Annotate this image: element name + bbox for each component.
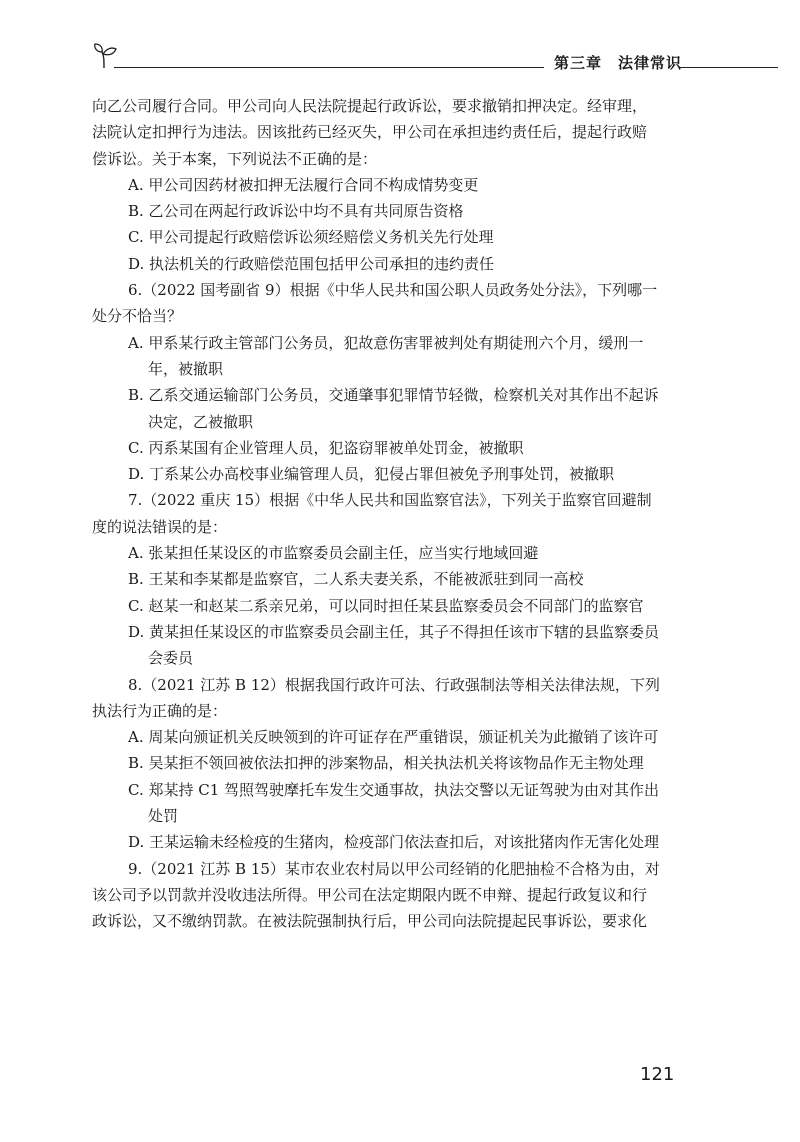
option-line: D. 丁系某公办高校事业编管理人员，犯侵占罪但被免予刑事处罚，被撤职 [128, 465, 615, 484]
text-line: 执法行为正确的是： [92, 701, 228, 720]
text-line: 处分不恰当？ [92, 307, 183, 326]
page-header [92, 42, 712, 82]
option-line: D. 执法机关的行政赔偿范围包括甲公司承担的违约责任 [128, 254, 495, 273]
question-line: 8.（2021 江苏 B 12）根据我国行政许可法、行政强制法等相关法律法规，下列 [128, 675, 660, 694]
option-line: D. 黄某担任某设区的市监察委员会副主任，其子不得担任该市下辖的县监察委员 [128, 622, 660, 641]
page-number: 121 [640, 1064, 675, 1085]
text-line: 度的说法错误的是： [92, 517, 228, 536]
option-line: A. 甲系某行政主管部门公务员，犯故意伤害罪被判处有期徒刑六个月，缓刑一 [128, 333, 644, 352]
option-line: B. 乙公司在两起行政诉讼中均不具有共同原告资格 [128, 202, 464, 221]
option-line: C. 郑某持 C1 驾照驾驶摩托车发生交通事故，执法交警以无证驾驶为由对其作出 [128, 780, 660, 799]
page-body [92, 93, 704, 935]
option-continuation: 决定，乙被撤职 [148, 412, 254, 431]
option-line: A. 张某担任某设区的市监察委员会副主任，应当实行地域回避 [128, 544, 539, 563]
option-line: D. 王某运输未经检疫的生猪肉，检疫部门依法查扣后，对该批猪肉作无害化处理 [128, 833, 660, 852]
header-rule-right [680, 67, 778, 68]
text-line: 偿诉讼。关于本案，下列说法不正确的是： [92, 149, 378, 168]
option-continuation: 处罚 [148, 807, 179, 826]
question-line: 6.（2022 国考副省 9）根据《中华人民共和国公职人员政务处分法》，下列哪一 [128, 281, 658, 300]
option-line: B. 乙系交通运输部门公务员，交通肇事犯罪情节轻微，检察机关对其作出不起诉 [128, 386, 659, 405]
text-line: 政诉讼，又不缴纳罚款。在被法院强制执行后，甲公司向法院提起民事诉讼，要求化 [92, 912, 648, 931]
option-line: B. 王某和李某都是监察官，二人系夫妻关系，不能被派驻到同一高校 [128, 570, 584, 589]
chapter-title: 第三章 法律常识 [554, 54, 683, 72]
question-line: 7.（2022 重庆 15）根据《中华人民共和国监察官法》，下列关于监察官回避制 [128, 491, 652, 510]
question-line: 9.（2021 江苏 B 15）某市农业农村局以甲公司经销的化肥抽检不合格为由，对 [128, 859, 660, 878]
text-line: 该公司予以罚款并没收违法所得。甲公司在法定期限内既不申辩、提起行政复议和行 [92, 885, 648, 904]
option-continuation: 会委员 [148, 649, 194, 668]
option-line: C. 赵某一和赵某二系亲兄弟，可以同时担任某县监察委员会不同部门的监察官 [128, 596, 644, 615]
option-continuation: 年，被撤职 [148, 359, 224, 378]
text-line: 向乙公司履行合同。甲公司向人民法院提起行政诉讼，要求撤销扣押决定。经审理， [92, 97, 648, 115]
option-line: A. 甲公司因药材被扣押无法履行合同不构成情势变更 [128, 175, 479, 194]
option-line: B. 吴某拒不领回被依法扣押的涉案物品，相关执法机关将该物品作无主物处理 [128, 754, 644, 773]
option-line: A. 周某向颁证机关反映领到的许可证存在严重错误，颁证机关为此撤销了该许可 [128, 728, 659, 747]
option-line: C. 甲公司提起行政赔偿诉讼须经赔偿义务机关先行处理 [128, 228, 494, 247]
option-line: C. 丙系某国有企业管理人员，犯盗窃罪被单处罚金，被撤职 [128, 438, 524, 457]
header-rule-left [114, 67, 544, 68]
text-line: 法院认定扣押行为违法。因该批药已经灭失，甲公司在承担违约责任后，提起行政赔 [92, 123, 648, 142]
